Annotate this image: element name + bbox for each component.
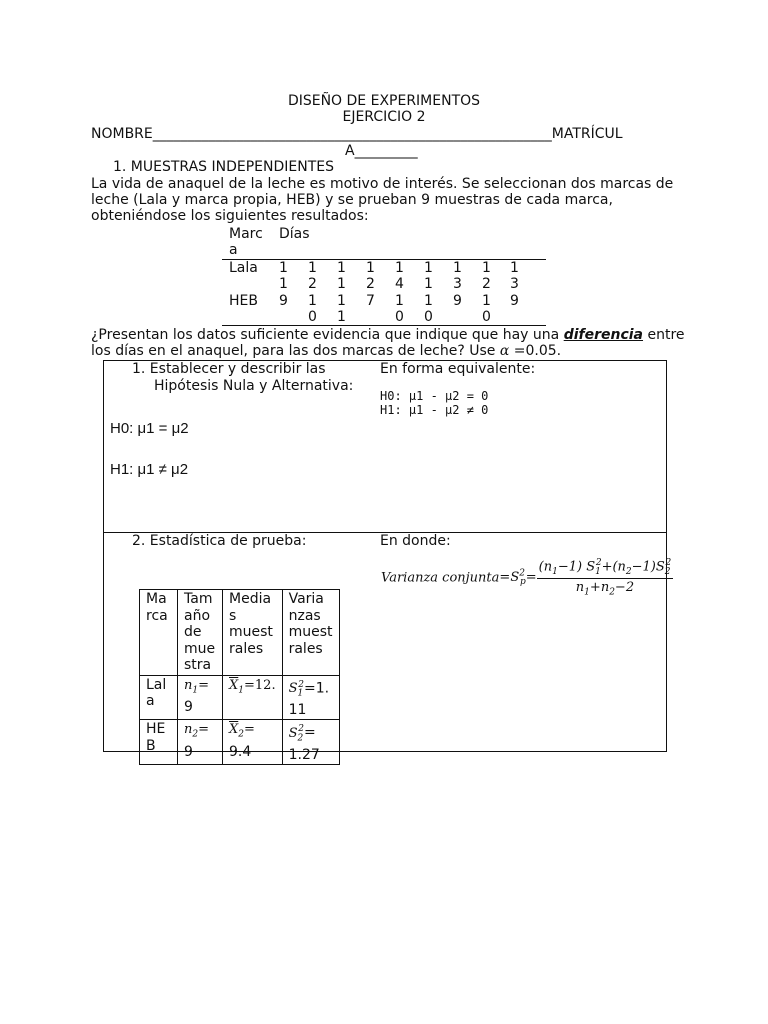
table-header-rule <box>222 259 546 260</box>
intro-line: leche (Lala y marca propia, HEB) y se prueban 9 muestras de cada marca, <box>91 192 613 208</box>
lala-value: 1 3 <box>453 260 462 292</box>
lala-value: 1 2 <box>308 260 317 292</box>
cell-marca-heb: HE B <box>140 720 178 765</box>
mean-value: 9.4 <box>229 743 252 760</box>
row-label-heb: HEB <box>229 293 258 309</box>
matricula-tail: A_________ <box>345 143 418 159</box>
donde-label: En donde: <box>380 533 451 549</box>
pooled-variance-formula: Varianza $conjunta=S^2_p=$ $\frac{(n_1-1) S_1^2+(n_2-1)S_2^2}{n_1+n_2-2}$ <box>381 558 672 598</box>
question-text: los días en el anaquel, para las dos marcas de leche? Use <box>91 343 500 359</box>
cell-mean-lala: $\overline{X}_1=12$. <box>223 675 283 720</box>
alpha-symbol: α <box>499 343 510 359</box>
n-value: 9 <box>184 698 193 715</box>
cell-var-lala: $S_1^2=1$. 11 <box>282 675 339 720</box>
var-value: 1. 11 <box>288 679 330 718</box>
document-title: DISEÑO DE EXPERIMENTOS <box>287 93 481 109</box>
question-text: entre <box>643 327 685 343</box>
header-dias: Días <box>279 226 310 242</box>
section-heading: 1. MUESTRAS INDEPENDIENTES <box>113 159 334 175</box>
question-emphasis: diferencia <box>563 327 644 343</box>
equiv-h0: H0: μ1 - μ2 = 0 <box>380 389 489 403</box>
question-text: ¿Presentan los datos suficiente evidencia que indique que hay una <box>91 327 564 343</box>
intro-line: obteniéndose los siguientes resultados: <box>91 208 369 224</box>
heb-value: 1 0 <box>395 293 404 325</box>
cell-n-lala: $n_1=$ 9 <box>178 675 223 720</box>
formula-label: Varianza conjunta <box>381 570 500 586</box>
null-hypothesis: H0: μ1 = μ2 <box>110 420 189 437</box>
col-header-varianzas: Varia nzas muest rales <box>282 590 339 676</box>
table-row <box>140 590 340 676</box>
equiv-label: En forma equivalente: <box>380 361 536 377</box>
document-subtitle: EJERCICIO 2 <box>342 109 426 125</box>
question-line-2 <box>91 343 561 359</box>
lala-value: 1 1 <box>337 260 346 292</box>
equiv-h1: H1: μ1 - μ2 ≠ 0 <box>380 403 489 417</box>
cell-var-heb: $S_2^2=$ 1.27 <box>282 720 339 765</box>
heb-value: 1 0 <box>424 293 433 325</box>
formula-fraction: $\frac{(n_1-1) S_1^2+(n_2-1)S_2^2}{n_1+n_2-2}$ <box>538 558 672 598</box>
lala-value: 1 2 <box>366 260 375 292</box>
col-header-marca: Ma rca <box>140 590 178 676</box>
table-row <box>140 720 340 765</box>
n-value: 9 <box>184 743 193 760</box>
nombre-field: NOMBRE_________________________________________________________MATRÍCUL <box>91 126 623 142</box>
mean-value: 12. <box>254 677 276 693</box>
lala-value: 1 1 <box>279 260 288 292</box>
var-value: 1.27 <box>288 746 320 763</box>
question-text: =0.05. <box>509 343 562 359</box>
cell-mean-heb: $\overline{X}_2=$ 9.4 <box>223 720 283 765</box>
cell-marca-lala: Lal a <box>140 675 178 720</box>
intro-paragraph <box>91 176 691 224</box>
table-row <box>140 675 340 720</box>
row-label-lala: Lala <box>229 260 258 276</box>
lala-value: 1 1 <box>424 260 433 292</box>
statistics-table <box>139 589 340 765</box>
heb-value: 1 0 <box>482 293 491 325</box>
heb-value: 1 1 <box>337 293 346 325</box>
question-line-1 <box>91 327 685 343</box>
heb-value: 9 <box>279 293 288 309</box>
heb-value: 1 0 <box>308 293 317 325</box>
table-bottom-rule <box>222 325 546 326</box>
lala-value: 1 3 <box>510 260 519 292</box>
heb-value: 9 <box>453 293 462 309</box>
col-header-tamano: Tam año de mue stra <box>178 590 223 676</box>
heb-value: 7 <box>366 293 375 309</box>
col-header-medias: Media s muest rales <box>223 590 283 676</box>
step1-label: Hipótesis Nula y Alternativa: <box>154 378 354 394</box>
alternative-hypothesis: H1: μ1 ≠ μ2 <box>110 461 189 478</box>
intro-line: La vida de anaquel de la leche es motivo de interés. Se seleccionan dos marcas de <box>91 176 674 192</box>
step2-label: 2. Estadística de prueba: <box>132 533 307 549</box>
lala-value: 1 2 <box>482 260 491 292</box>
heb-value: 9 <box>510 293 519 309</box>
lala-value: 1 4 <box>395 260 404 292</box>
step1-label: 1. Establecer y describir las <box>132 361 326 377</box>
header-marca: Marc a <box>229 226 263 258</box>
cell-n-heb: $n_2=$ 9 <box>178 720 223 765</box>
